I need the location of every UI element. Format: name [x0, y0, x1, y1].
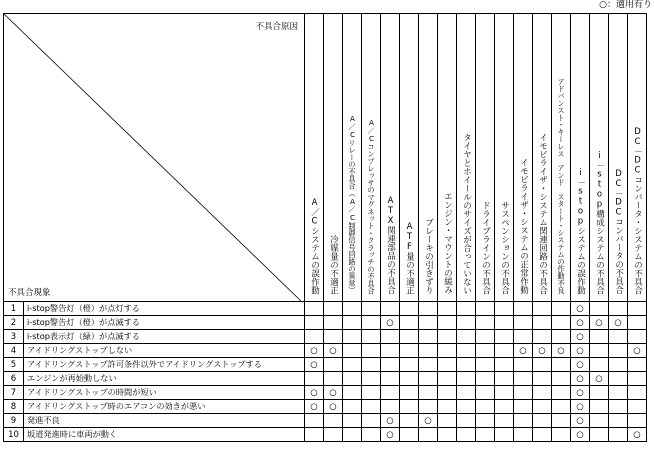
table-row [4, 302, 647, 316]
row-number: 1 [4, 302, 24, 316]
applicability-cell [628, 330, 647, 344]
cause-column-header [552, 14, 571, 302]
applicability-cell [476, 386, 495, 400]
applicability-cell [362, 428, 381, 442]
applicability-cell [438, 316, 457, 330]
applicability-cell [362, 358, 381, 372]
applicability-cell [552, 372, 571, 386]
applicability-cell [324, 358, 343, 372]
cause-column-header [343, 14, 362, 302]
applicability-cell [438, 344, 457, 358]
applicability-cell [514, 414, 533, 428]
applicability-cell [400, 400, 419, 414]
applicability-cell [343, 344, 362, 358]
applicability-cell [457, 302, 476, 316]
applicability-cell [305, 302, 324, 316]
applicability-cell [514, 330, 533, 344]
applicability-cell [419, 302, 438, 316]
cause-column-label: DC－DCコンバータ・システムの不具合 [632, 126, 643, 294]
cause-column-header [305, 14, 324, 302]
applicability-cell: ○ [305, 358, 324, 372]
applicability-cell [495, 372, 514, 386]
applicability-cell: ○ [571, 428, 590, 442]
applicability-cell [381, 344, 400, 358]
applicability-cell [324, 414, 343, 428]
row-number: 5 [4, 358, 24, 372]
applicability-cell [590, 330, 609, 344]
cause-column-header [514, 14, 533, 302]
applicability-cell [438, 372, 457, 386]
applicability-cell [609, 428, 628, 442]
applicability-cell [552, 330, 571, 344]
table-row [4, 428, 647, 442]
applicability-cell [457, 358, 476, 372]
row-number: 4 [4, 344, 24, 358]
applicability-cell [419, 316, 438, 330]
applicability-cell [590, 428, 609, 442]
applicability-cell: ○ [571, 386, 590, 400]
applicability-cell [590, 344, 609, 358]
table-row [4, 316, 647, 330]
applicability-cell [362, 330, 381, 344]
applicability-cell [495, 316, 514, 330]
cause-column-header [628, 14, 647, 302]
applicability-cell [343, 386, 362, 400]
applicability-cell [495, 414, 514, 428]
applicability-cell [343, 358, 362, 372]
applicability-cell [419, 372, 438, 386]
symptom-cell: 発進不良 [24, 414, 305, 428]
cause-column-label: ATF量の不適正 [404, 221, 415, 294]
applicability-cell [305, 316, 324, 330]
applicability-cell [552, 400, 571, 414]
applicability-cell [495, 344, 514, 358]
applicability-cell [495, 302, 514, 316]
applicability-cell [324, 330, 343, 344]
applicability-cell [400, 386, 419, 400]
applicability-cell [457, 316, 476, 330]
applicability-cell [400, 414, 419, 428]
applicability-cell: ○ [571, 400, 590, 414]
cause-column-label: A／Cシステムの誤作動 [309, 197, 320, 294]
cause-column-header [495, 14, 514, 302]
cause-column-label: A／Cリレーの不具合（A／C制御信号回路の異常） [348, 114, 357, 294]
applicability-cell: ○ [571, 316, 590, 330]
cause-column-label: タイヤとホイールのサイズが合っていない [461, 132, 472, 294]
symptom-cell: アイドリングストップの時間が短い [24, 386, 305, 400]
legend: ○：適用有り [599, 0, 652, 10]
cause-column-label: ブレーキの引きずり [423, 217, 434, 294]
cause-column-header [438, 14, 457, 302]
applicability-cell [609, 386, 628, 400]
cause-column-label: i－stopシステムの誤作動 [575, 167, 586, 294]
applicability-cell [305, 428, 324, 442]
cause-column-header [476, 14, 495, 302]
applicability-cell [590, 400, 609, 414]
applicability-cell [343, 372, 362, 386]
cause-column-label: エンジン・マウントの緩み [442, 192, 453, 294]
symptom-cell: エンジンが再始動しない [24, 372, 305, 386]
table-row [4, 330, 647, 344]
applicability-cell [590, 386, 609, 400]
applicability-cell: ○ [324, 400, 343, 414]
cause-column-label: イモビライザ・システムの正常作動 [518, 158, 529, 294]
applicability-cell [324, 372, 343, 386]
applicability-cell: ○ [533, 344, 552, 358]
applicability-cell [381, 302, 400, 316]
table-row [4, 414, 647, 428]
applicability-cell [457, 414, 476, 428]
applicability-cell [476, 414, 495, 428]
applicability-cell [305, 372, 324, 386]
applicability-cell [343, 400, 362, 414]
applicability-cell [400, 344, 419, 358]
applicability-cell [419, 358, 438, 372]
cause-column-header [609, 14, 628, 302]
applicability-cell [476, 358, 495, 372]
applicability-cell [305, 414, 324, 428]
cause-column-label: 冷媒量の不適正 [328, 234, 339, 294]
applicability-cell [438, 358, 457, 372]
applicability-cell: ○ [571, 330, 590, 344]
cause-column-label: DC－DCコンバータの不具合 [613, 169, 624, 294]
applicability-cell [457, 330, 476, 344]
applicability-cell [609, 344, 628, 358]
applicability-cell [590, 414, 609, 428]
applicability-cell [609, 400, 628, 414]
applicability-cell [400, 358, 419, 372]
applicability-cell [533, 316, 552, 330]
applicability-cell: ○ [609, 316, 628, 330]
cause-column-label: A／Cコンプレッサのマグネット・クラッチの不具合 [367, 117, 376, 294]
symptom-cell: アイドリングストップしない [24, 344, 305, 358]
applicability-cell [457, 372, 476, 386]
applicability-cell [400, 316, 419, 330]
applicability-cell [438, 302, 457, 316]
symptom-cell: i-stop表示灯（緑）が点滅する [24, 330, 305, 344]
applicability-cell [381, 358, 400, 372]
applicability-cell [343, 414, 362, 428]
applicability-cell [609, 414, 628, 428]
applicability-cell [552, 414, 571, 428]
cause-column-header [590, 14, 609, 302]
symptom-header-label: 不具合現象 [8, 288, 51, 298]
cause-column-header [324, 14, 343, 302]
applicability-cell [324, 302, 343, 316]
applicability-cell [628, 386, 647, 400]
table-row [4, 358, 647, 372]
cause-column-header [362, 14, 381, 302]
symptom-cell: アイドリングストップ許可条件以外でアイドリングストップする [24, 358, 305, 372]
applicability-cell [552, 358, 571, 372]
applicability-cell [514, 372, 533, 386]
applicability-cell [343, 428, 362, 442]
applicability-cell [438, 386, 457, 400]
applicability-cell: ○ [305, 344, 324, 358]
applicability-cell [552, 302, 571, 316]
applicability-cell [476, 344, 495, 358]
applicability-cell [514, 302, 533, 316]
applicability-cell [533, 386, 552, 400]
applicability-cell [457, 400, 476, 414]
applicability-cell: ○ [514, 344, 533, 358]
applicability-cell [533, 414, 552, 428]
applicability-cell: ○ [571, 358, 590, 372]
cause-column-label: イモビライザ・システム関連回路の不具合 [537, 132, 548, 294]
applicability-cell: ○ [628, 344, 647, 358]
cause-column-header [381, 14, 400, 302]
applicability-cell [381, 372, 400, 386]
symptom-cell: i-stop警告灯（橙）が点滅する [24, 316, 305, 330]
table-row [4, 386, 647, 400]
applicability-cell [419, 386, 438, 400]
diagonal-line [4, 14, 301, 301]
applicability-cell [533, 302, 552, 316]
symptom-cell: アイドリングストップ時のエアコンの効きが悪い [24, 400, 305, 414]
applicability-cell [590, 302, 609, 316]
applicability-cell [476, 330, 495, 344]
row-number: 7 [4, 386, 24, 400]
applicability-cell: ○ [381, 428, 400, 442]
applicability-cell [419, 400, 438, 414]
applicability-cell [495, 400, 514, 414]
applicability-cell [381, 386, 400, 400]
applicability-cell [438, 414, 457, 428]
applicability-cell [362, 302, 381, 316]
applicability-cell [609, 372, 628, 386]
applicability-cell [552, 428, 571, 442]
applicability-cell [552, 386, 571, 400]
applicability-cell: ○ [571, 344, 590, 358]
applicability-cell [457, 386, 476, 400]
applicability-cell: ○ [305, 386, 324, 400]
row-number: 3 [4, 330, 24, 344]
applicability-cell [381, 330, 400, 344]
applicability-cell [514, 386, 533, 400]
applicability-cell [400, 302, 419, 316]
applicability-cell [609, 302, 628, 316]
applicability-cell [362, 400, 381, 414]
applicability-cell [419, 344, 438, 358]
applicability-cell [362, 372, 381, 386]
applicability-cell [609, 358, 628, 372]
applicability-cell [628, 316, 647, 330]
applicability-cell [514, 428, 533, 442]
applicability-cell: ○ [324, 344, 343, 358]
applicability-cell: ○ [381, 414, 400, 428]
applicability-cell: ○ [590, 316, 609, 330]
applicability-cell [552, 316, 571, 330]
table-row [4, 344, 647, 358]
applicability-cell [628, 302, 647, 316]
cause-column-label: ドライブラインの不具合 [480, 200, 491, 294]
applicability-cell [400, 330, 419, 344]
applicability-cell: ○ [381, 316, 400, 330]
cause-column-header [457, 14, 476, 302]
applicability-cell [343, 302, 362, 316]
applicability-cell [495, 428, 514, 442]
applicability-cell [628, 414, 647, 428]
cause-column-header [400, 14, 419, 302]
cause-column-header [571, 14, 590, 302]
applicability-cell [362, 316, 381, 330]
applicability-cell [362, 386, 381, 400]
applicability-cell [457, 344, 476, 358]
row-number: 10 [4, 428, 24, 442]
cause-column-header [419, 14, 438, 302]
applicability-cell [324, 428, 343, 442]
row-number: 8 [4, 400, 24, 414]
applicability-cell [362, 414, 381, 428]
symptom-cell: i-stop警告灯（橙）が点灯する [24, 302, 305, 316]
applicability-cell [476, 400, 495, 414]
applicability-cell [495, 358, 514, 372]
applicability-cell [533, 372, 552, 386]
cause-column-label: サスペンションの不具合 [499, 200, 510, 294]
table-row [4, 372, 647, 386]
applicability-cell [590, 358, 609, 372]
applicability-cell [381, 400, 400, 414]
applicability-cell: ○ [571, 302, 590, 316]
cause-column-label: ATX関連部品の不具合 [385, 196, 396, 294]
applicability-cell [514, 400, 533, 414]
cause-column-header [533, 14, 552, 302]
applicability-cell [305, 330, 324, 344]
applicability-cell [343, 316, 362, 330]
applicability-cell [495, 386, 514, 400]
row-number: 9 [4, 414, 24, 428]
applicability-cell [628, 372, 647, 386]
applicability-cell: ○ [552, 344, 571, 358]
cause-column-label: アドバンスト・キーレス アンド スタート・システムの作動不良 [557, 78, 566, 294]
applicability-cell [438, 330, 457, 344]
applicability-cell [533, 330, 552, 344]
applicability-cell [514, 358, 533, 372]
applicability-cell [476, 302, 495, 316]
applicability-cell: ○ [571, 372, 590, 386]
applicability-cell [495, 330, 514, 344]
applicability-cell [533, 358, 552, 372]
applicability-cell [362, 344, 381, 358]
applicability-cell: ○ [324, 386, 343, 400]
applicability-cell [438, 428, 457, 442]
symptom-cell: 坂道発進時に車両が動く [24, 428, 305, 442]
header-row [4, 14, 647, 302]
applicability-cell [533, 400, 552, 414]
applicability-cell [628, 400, 647, 414]
applicability-cell [476, 316, 495, 330]
cause-column-label: i－stop構成システムの不具合 [594, 150, 605, 294]
applicability-cell [438, 400, 457, 414]
applicability-cell [343, 330, 362, 344]
table-row [4, 400, 647, 414]
applicability-cell [419, 428, 438, 442]
applicability-cell [400, 372, 419, 386]
applicability-cell: ○ [419, 414, 438, 428]
applicability-cell [476, 428, 495, 442]
applicability-cell [476, 372, 495, 386]
applicability-cell [324, 316, 343, 330]
applicability-cell [457, 428, 476, 442]
applicability-cell [609, 330, 628, 344]
applicability-cell: ○ [571, 414, 590, 428]
applicability-cell [514, 316, 533, 330]
cause-header-label: 不具合原因 [255, 22, 298, 32]
applicability-cell [533, 428, 552, 442]
applicability-cell: ○ [590, 372, 609, 386]
row-number: 6 [4, 372, 24, 386]
applicability-cell [419, 330, 438, 344]
applicability-cell: ○ [305, 400, 324, 414]
row-number: 2 [4, 316, 24, 330]
applicability-cell: ○ [628, 428, 647, 442]
matrix-body [4, 302, 647, 442]
cause-symptom-matrix [3, 13, 647, 442]
applicability-cell [628, 358, 647, 372]
header-diagonal-cell [4, 14, 305, 302]
applicability-cell [400, 428, 419, 442]
